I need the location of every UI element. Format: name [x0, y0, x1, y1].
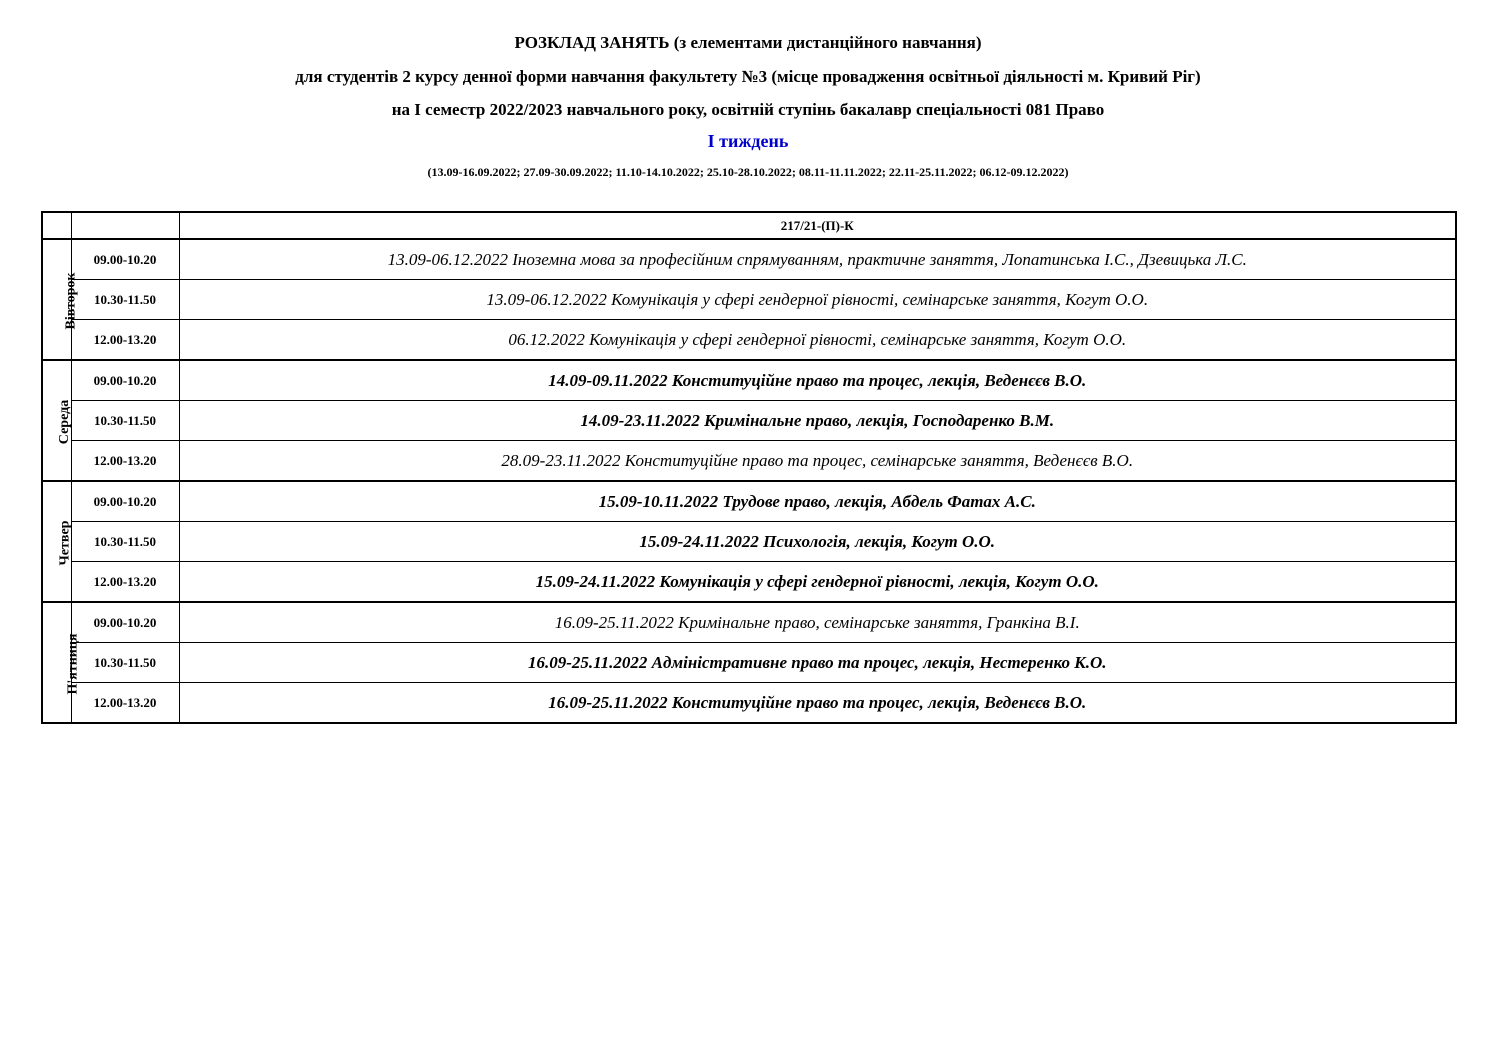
time-cell: 10.30-11.50	[71, 401, 179, 441]
time-cell: 10.30-11.50	[71, 280, 179, 320]
subject-cell: 14.09-23.11.2022 Кримінальне право, лекція, Господаренко В.М.	[179, 401, 1456, 441]
day-label: П'ятниця	[65, 632, 81, 695]
day-label: Середа	[57, 399, 73, 444]
table-row	[42, 683, 1456, 724]
table-row	[42, 360, 1456, 401]
table-row	[42, 522, 1456, 562]
time-cell: 09.00-10.20	[71, 360, 179, 401]
table-row	[42, 643, 1456, 683]
table-header-row	[42, 212, 1456, 239]
page-subtitle-semester: на І семестр 2022/2023 навчального року, освітній ступінь бакалавр спеціальності 081 Право	[391, 100, 1105, 119]
time-cell: 12.00-13.20	[71, 320, 179, 361]
time-cell: 12.00-13.20	[71, 683, 179, 724]
subject-cell: 06.12.2022 Комунікація у сфері гендерної рівності, семінарське заняття, Когут О.О.	[179, 320, 1456, 361]
subject-cell: 14.09-09.11.2022 Конституційне право та процес, лекція, Веденєєв В.О.	[179, 360, 1456, 401]
subject-cell: 28.09-23.11.2022 Конституційне право та процес, семінарське заняття, Веденєєв В.О.	[179, 441, 1456, 482]
table-row	[42, 562, 1456, 603]
time-cell: 09.00-10.20	[71, 481, 179, 522]
table-row	[42, 280, 1456, 320]
day-label: Вівторок	[63, 272, 79, 329]
subject-cell: 16.09-25.11.2022 Конституційне право та процес, лекція, Веденєєв В.О.	[179, 683, 1456, 724]
time-cell: 10.30-11.50	[71, 643, 179, 683]
subject-cell: 15.09-24.11.2022 Комунікація у сфері гендерної рівності, лекція, Когут О.О.	[179, 562, 1456, 603]
table-row	[42, 239, 1456, 280]
day-cell-friday	[42, 602, 81, 723]
table-row	[42, 441, 1456, 482]
time-cell: 09.00-10.20	[71, 602, 179, 643]
schedule-table	[41, 211, 1457, 724]
subject-cell: 13.09-06.12.2022 Іноземна мова за професійним спрямуванням, практичне заняття, Лопатинська І.С., Дзевицька Л.С.	[179, 239, 1456, 280]
table-row	[42, 320, 1456, 361]
subject-cell: 15.09-10.11.2022 Трудове право, лекція, Абдель Фатах А.С.	[179, 481, 1456, 522]
day-label: Четвер	[57, 520, 73, 565]
header-time-cell	[71, 212, 179, 239]
subject-cell: 15.09-24.11.2022 Психологія, лекція, Когут О.О.	[179, 522, 1456, 562]
table-row	[42, 481, 1456, 522]
week-label: І тиждень	[707, 131, 789, 151]
week-dates: (13.09-16.09.2022; 27.09-30.09.2022; 11.10-14.10.2022; 25.10-28.10.2022; 08.11-11.11.2022; 22.11-25.11.2022; 06.12-09.12.2022)	[427, 165, 1069, 179]
group-code: 217/21-(П)-К	[179, 212, 1456, 239]
header-day-cell	[42, 212, 71, 239]
time-cell: 10.30-11.50	[71, 522, 179, 562]
day-cell-wednesday	[42, 360, 71, 481]
subject-cell: 13.09-06.12.2022 Комунікація у сфері гендерної рівності, семінарське заняття, Когут О.О.	[179, 280, 1456, 320]
table-row	[42, 401, 1456, 441]
time-cell: 12.00-13.20	[71, 562, 179, 603]
time-cell: 09.00-10.20	[71, 239, 179, 280]
day-cell-tuesday	[42, 239, 79, 360]
page-title: РОЗКЛАД ЗАНЯТЬ (з елементами дистанційного навчання)	[514, 33, 982, 52]
time-cell: 12.00-13.20	[71, 441, 179, 482]
page-subtitle-students: для студентів 2 курсу денної форми навчання факультету №3 (місце провадження освітньої діяльності м. Кривий Ріг)	[295, 67, 1201, 86]
subject-cell: 16.09-25.11.2022 Адміністративне право та процес, лекція, Нестеренко К.О.	[179, 643, 1456, 683]
day-cell-thursday	[42, 481, 71, 602]
table-row	[42, 602, 1456, 643]
subject-cell: 16.09-25.11.2022 Кримінальне право, семінарське заняття, Гранкіна В.І.	[179, 602, 1456, 643]
